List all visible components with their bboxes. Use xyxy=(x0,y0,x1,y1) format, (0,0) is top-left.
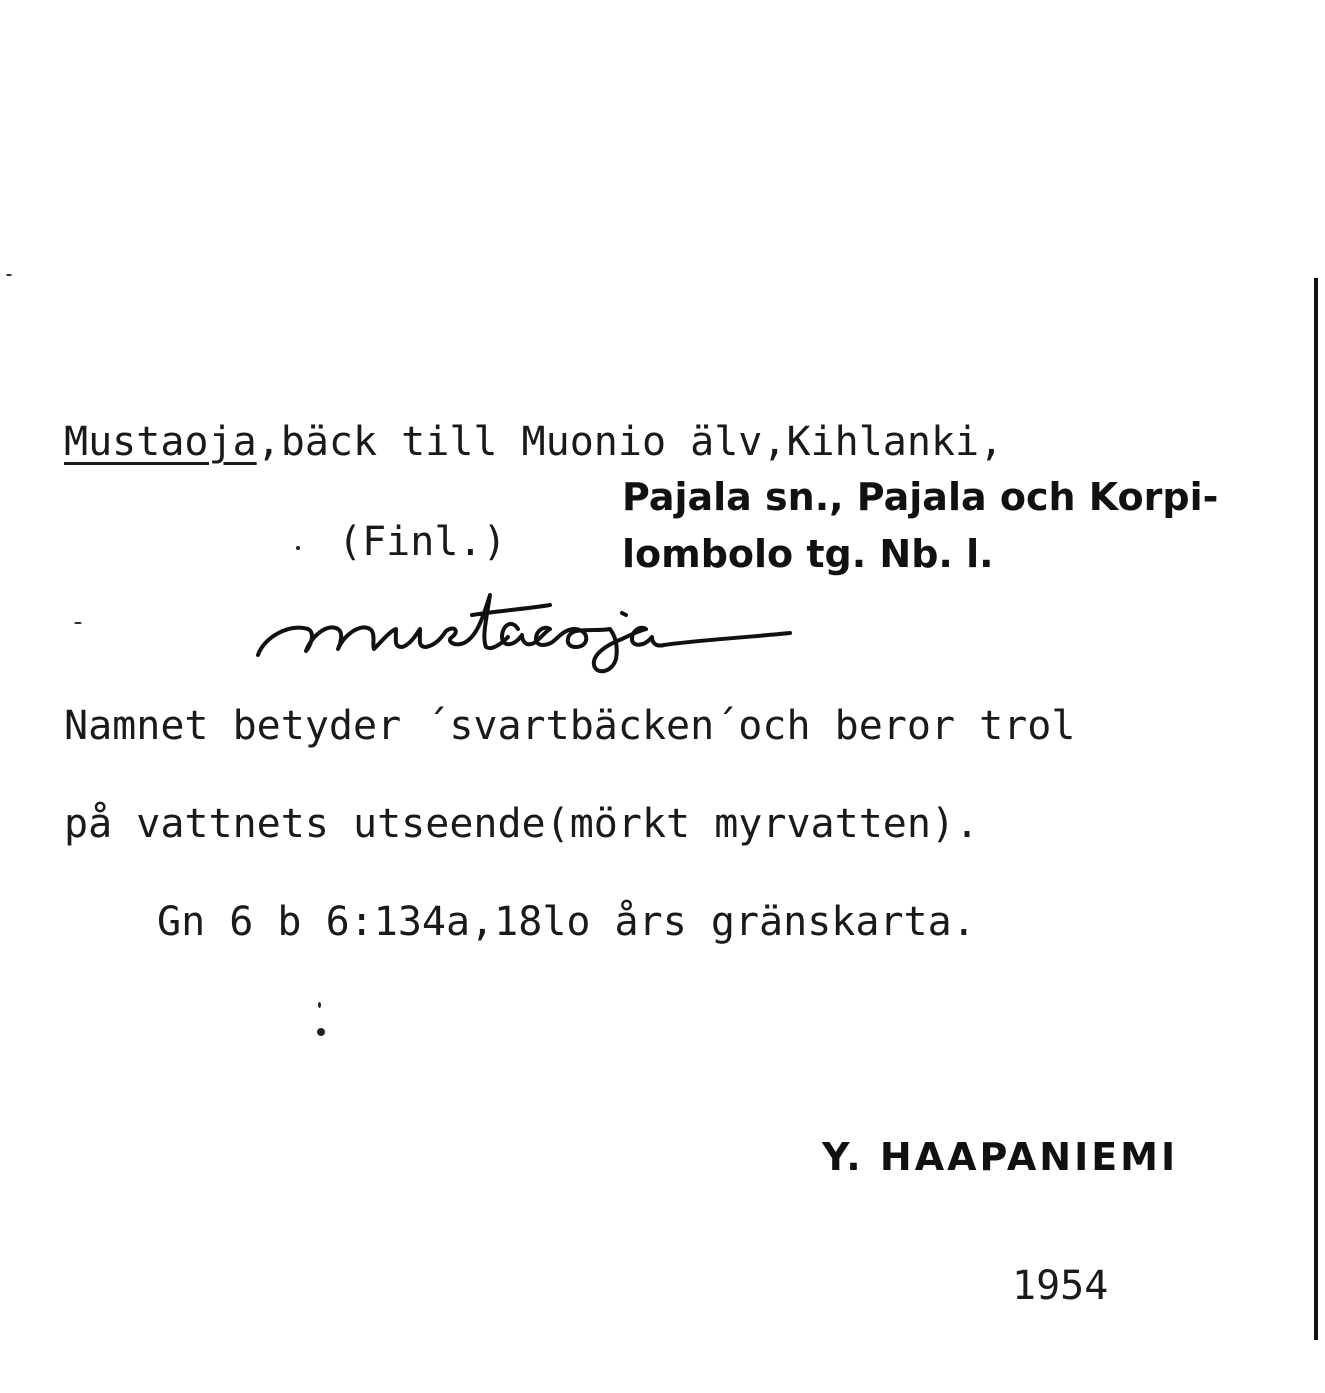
parish-line-2: lombolo tg. Nb. l. xyxy=(622,532,994,576)
parish-line-1: Pajala sn., Pajala och Korpi- xyxy=(622,475,1219,519)
meaning-line-2: på vattnets utseende(mörkt myrvatten). xyxy=(64,801,980,847)
ink-speck xyxy=(317,1028,325,1036)
entry-line xyxy=(64,419,1004,465)
year: 1954 xyxy=(1012,1263,1109,1309)
card-edge-line xyxy=(1314,278,1318,1340)
ink-speck xyxy=(318,1002,321,1008)
source-reference: Gn 6 b 6:134a,18lo års gränskarta. xyxy=(157,899,976,945)
ink-speck xyxy=(74,622,82,624)
ink-speck xyxy=(296,546,300,550)
ink-speck xyxy=(6,274,12,276)
language-note: (Finl.) xyxy=(338,519,507,565)
meaning-line-1: Namnet betyder ´svartbäcken´och beror trol xyxy=(64,703,1076,749)
handwritten-form-signature xyxy=(250,585,870,675)
entry-headword: Mustaoja xyxy=(64,419,257,465)
author-name: Y. HAAPANIEMI xyxy=(822,1135,1179,1179)
entry-description: ,bäck till Muonio älv,Kihlanki, xyxy=(256,419,1004,465)
